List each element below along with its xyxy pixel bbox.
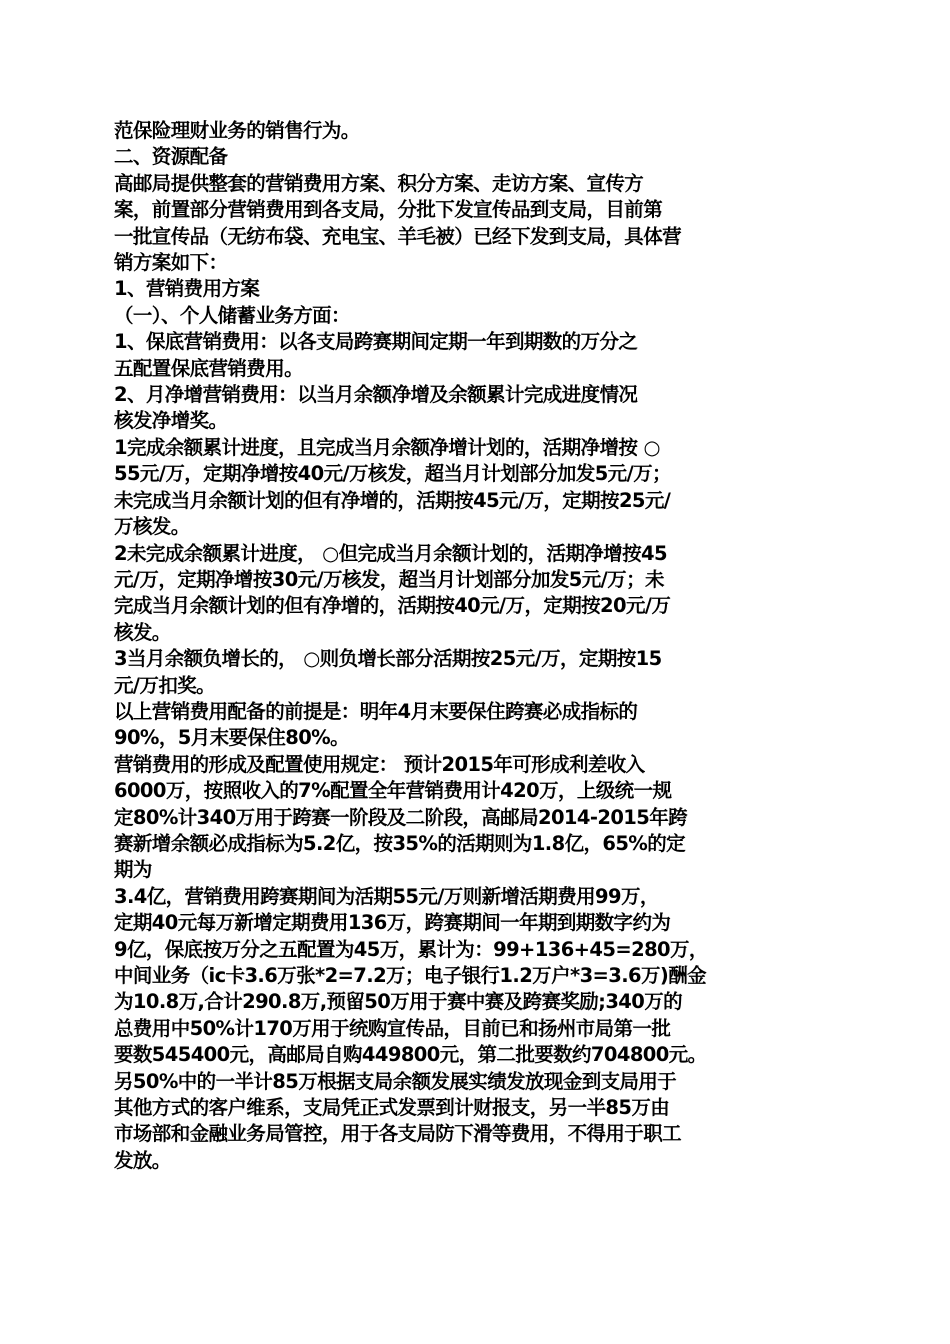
section-heading: 1、营销费用方案 [114, 277, 260, 301]
text-line: 3.4亿，营销费用跨赛期间为活期55元/万则新增活期费用99万， [114, 884, 659, 908]
text-line: 核发。 [114, 620, 171, 644]
text-line: 发放。 [114, 1148, 171, 1172]
text-line: 范保险理财业务的销售行为。 [114, 119, 360, 142]
text-line: 案，前置部分营销费用到各支局，分批下发宣传品到支局，目前第 [114, 198, 663, 222]
text-line: 定80%计340万用于跨赛一阶段及二阶段，高邮局2014-2015年跨 [114, 805, 688, 829]
text-line: 6000万，按照收入的7%配置全年营销费用计420万，上级统一规 [114, 779, 672, 803]
text-line: 其他方式的客户维系，支局凭正式发票到计财报支，另一半85万由 [114, 1096, 670, 1120]
text-line: 90%，5月末要保住80%。 [114, 726, 350, 750]
text-line: 为10.8万,合计290.8万,预留50万用于赛中赛及跨赛奖励;340万的 [114, 990, 683, 1014]
text-line: 总费用中50%计170万用于统购宣传品，目前已和扬州市局第一批 [114, 1016, 671, 1040]
text-line: 万核发。 [114, 515, 190, 539]
text-line: 期为 [114, 858, 152, 882]
section-heading: 二、资源配备 [114, 145, 228, 169]
text-line: 未完成当月余额计划的但有净增的，活期按45元/万，定期按25元/ [114, 488, 671, 512]
text-line: 市场部和金融业务局管控，用于各支局防下滑等费用，不得用于职工 [114, 1122, 682, 1146]
text-line: 完成当月余额计划的但有净增的，活期按40元/万，定期按20元/万 [114, 594, 671, 618]
text-line: 中间业务（ic卡3.6万张*2=7.2万；电子银行1.2万户*3=3.6万)酬金 [114, 964, 707, 987]
text-line: 销方案如下： [114, 251, 228, 275]
text-line: 2未完成余额累计进度， ○但完成当月余额计划的，活期净增按45 [114, 541, 667, 565]
text-line: 另50%中的一半计85万根据支局余额发展实绩发放现金到支局用于 [114, 1069, 677, 1093]
text-line: 赛新增余额必成指标为5.2亿，按35%的活期则为1.8亿，65%的定 [114, 831, 686, 855]
text-line: 一批宣传品（无纺布袋、充电宝、羊毛被）已经下发到支局，具体营 [114, 224, 682, 248]
text-line: 1完成余额累计进度，且完成当月余额净增计划的，活期净增按 ○ [114, 435, 660, 459]
text-line: 定期40元每万新增定期费用136万，跨赛期间一年期到期数字约为 [114, 911, 671, 935]
document-body [114, 118, 840, 1174]
text-line: 以上营销费用配备的前提是：明年4月末要保住跨赛必成指标的 [114, 699, 638, 723]
text-line: 要数545400元，高邮局自购449800元，第二批要数约704800元。 [114, 1043, 707, 1067]
text-line: 五配置保底营销费用。 [114, 356, 304, 380]
text-line: 元/万，定期净增按30元/万核发，超当月计划部分加发5元/万；未 [114, 567, 664, 591]
text-line: 9亿，保底按万分之五配置为45万，累计为：99+136+45=280万， [114, 937, 708, 961]
text-line: 1、保底营销费用：以各支局跨赛期间定期一年到期数的万分之 [114, 330, 638, 354]
text-line: 核发净增奖。 [114, 409, 228, 433]
text-line: 营销费用的形成及配置使用规定： 预计2015年可形成利差收入 [114, 752, 645, 776]
section-heading: （一）、个人储蓄业务方面： [114, 303, 350, 327]
text-line: 2、月净增营销费用：以当月余额净增及余额累计完成进度情况 [114, 383, 638, 407]
text-line: 高邮局提供整套的营销费用方案、积分方案、走访方案、宣传方 [114, 171, 644, 195]
text-line: 55元/万，定期净增按40元/万核发，超当月计划部分加发5元/万； [114, 462, 671, 486]
text-line: 3当月余额负增长的， ○则负增长部分活期按25元/万，定期按15 [114, 647, 662, 671]
text-line: 元/万扣奖。 [114, 673, 216, 697]
